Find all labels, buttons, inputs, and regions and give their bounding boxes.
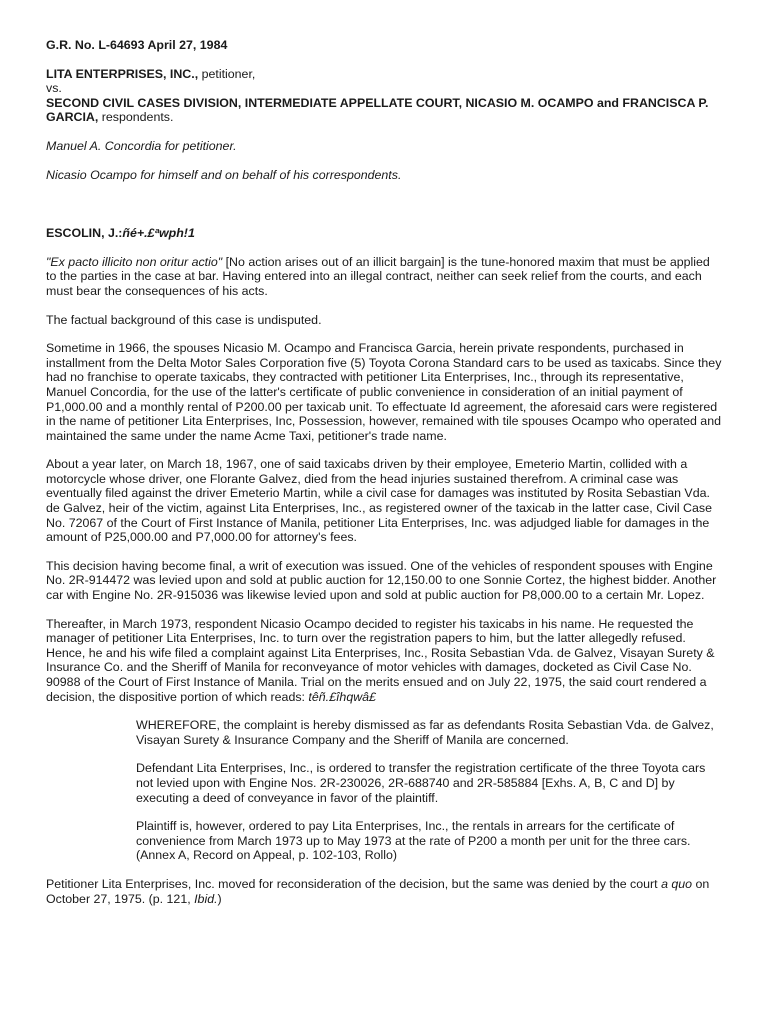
opinion-author: ESCOLIN, J.: (46, 226, 123, 241)
paragraph-5: This decision having become final, a writ of execution was issued. One of the vehicles of respondent spouses with Engine No. 2R-914472 was levied upon and sold at public auction for 12,150.00 to one Sonnie Cortez, the highest bidder. Another car with Engine No. 2R-915036 was likewise levied upon and sold at public auction for P8,000.00 to a certain Mr. Lopez. (46, 558, 717, 603)
petitioner-name: LITA ENTERPRISES, INC., (46, 66, 199, 81)
paragraph-7: Petitioner Lita Enterprises, Inc. moved for reconsideration of the decision, but the same was denied by the court a quo on October 27, 1975. (p. 121, Ibid.) (46, 876, 710, 906)
respondents-role: respondents. (98, 110, 174, 125)
counsel-respondent: Nicasio Ocampo for himself and on behalf of his correspondents. (46, 167, 402, 182)
respondents-names: SECOND CIVIL CASES DIVISION, INTERMEDIATE APPELLATE COURT, NICASIO M. OCAMPO and FRANCISCA P. GARCIA, (46, 95, 709, 125)
quote-paragraph-3: Plaintiff is, however, ordered to pay Lita Enterprises, Inc., the rentals in arrears for the certificate of convenience from March 1973 up to May 1973 at the rate of P200 a month per unit for the three cars. (Annex A, Record on Appeal, p. 102-103, Rollo) (136, 819, 691, 863)
paragraph-2: The factual background of this case is undisputed. (46, 312, 322, 327)
counsel-petitioner: Manuel A. Concordia for petitioner. (46, 138, 237, 153)
paragraph-mark: têñ.£îhqwâ£ (308, 689, 376, 704)
paragraph-3: Sometime in 1966, the spouses Nicasio M. Ocampo and Francisca Garcia, herein private respondents, purchased in installment from the Delta Motor Sales Corporation five (5) Toyota Corona Standard cars to be used as taxicabs. Since they had no franchise to operate taxicabs, they contracted with petitioner Lita Enterprises, Inc., through its representative, Manuel Concordia, for the use of the latter's certificate of public convenience in consideration of an initial payment of P1,000.00 and a monthly rental of P200.00 per taxicab unit. To effectuate Id agreement, the aforesaid cars were registered in the name of petitioner Lita Enterprises, Inc, Possession, however, remained with tile spouses Ocampo who operated and maintained the same under the name Acme Taxi, petitioner's trade name. (46, 341, 722, 443)
respondents-line (46, 96, 722, 125)
author-mark: ñé+.£ªwph!1 (122, 226, 195, 241)
quote-paragraph-2: Defendant Lita Enterprises, Inc., is ordered to transfer the registration certificate of the three Toyota cars not levied upon with Engine Nos. 2R-230026, 2R-688740 and 2R-585884 [Exhs. A, B, C and D] by executing a deed of conveyance in favor of the plaintiff. (136, 761, 706, 805)
case-number: G.R. No. L-64693 April 27, 1984 (46, 38, 228, 52)
paragraph-4: About a year later, on March 18, 1967, one of said taxicabs driven by their employee, Emeterio Martin, collided with a motorcycle whose driver, one Florante Galvez, died from the head injuries sustained therefrom. A criminal case was eventually filed against the driver Emeterio Martin, while a civil case for damages was instituted by Rosita Sebastian Vda. de Galvez, heir of the victim, against Lita Enterprises, Inc., as registered owner of the taxicab in the latter case, Civil Case No. 72067 of the Court of First Instance of Manila, petitioner Lita Enterprises, Inc. was adjudged liable for damages in the amount of P25,000.00 and P7,000.00 for attorney's fees. (46, 457, 712, 545)
paragraph-1: "Ex pacto illicito non oritur actio" [No action arises out of an illicit bargain] is the tune-honored maxim that must be applied to the parties in the case at bar. Having entered into an illegal contract, neither can seek relief from the courts, and each must bear the consequences of his acts. (46, 254, 710, 298)
versus: vs. (46, 81, 62, 96)
petitioner-role: petitioner, (198, 66, 256, 81)
paragraph-6: Thereafter, in March 1973, respondent Nicasio Ocampo decided to register his taxicabs in his name. He requested the manager of petitioner Lita Enterprises, Inc. to turn over the registration papers to him, but the latter allegedly refused. Hence, he and his wife filed a complaint against Lita Enterprises, Inc., Rosita Sebastian Vda. de Galvez, Visayan Surety & Insurance Co. and the Sheriff of Manila for reconveyance of motor vehicles with damages, docketed as Civil Case No. 90988 of the Court of First Instance of Manila. Trial on the merits ensued and on July 22, 1975, the said court rendered a decision, the dispositive portion of which reads: têñ.£îhqwâ£ (46, 616, 715, 704)
latin-maxim: "Ex pacto illicito non oritur actio" (46, 254, 223, 269)
opinion-author-line (46, 226, 722, 241)
quote-paragraph-1: WHEREFORE, the complaint is hereby dismissed as far as defendants Rosita Sebastian Vda. de Galvez, Visayan Surety & Insurance Company and the Sheriff of Manila are concerned. (136, 718, 714, 747)
petitioner-line (46, 67, 722, 82)
